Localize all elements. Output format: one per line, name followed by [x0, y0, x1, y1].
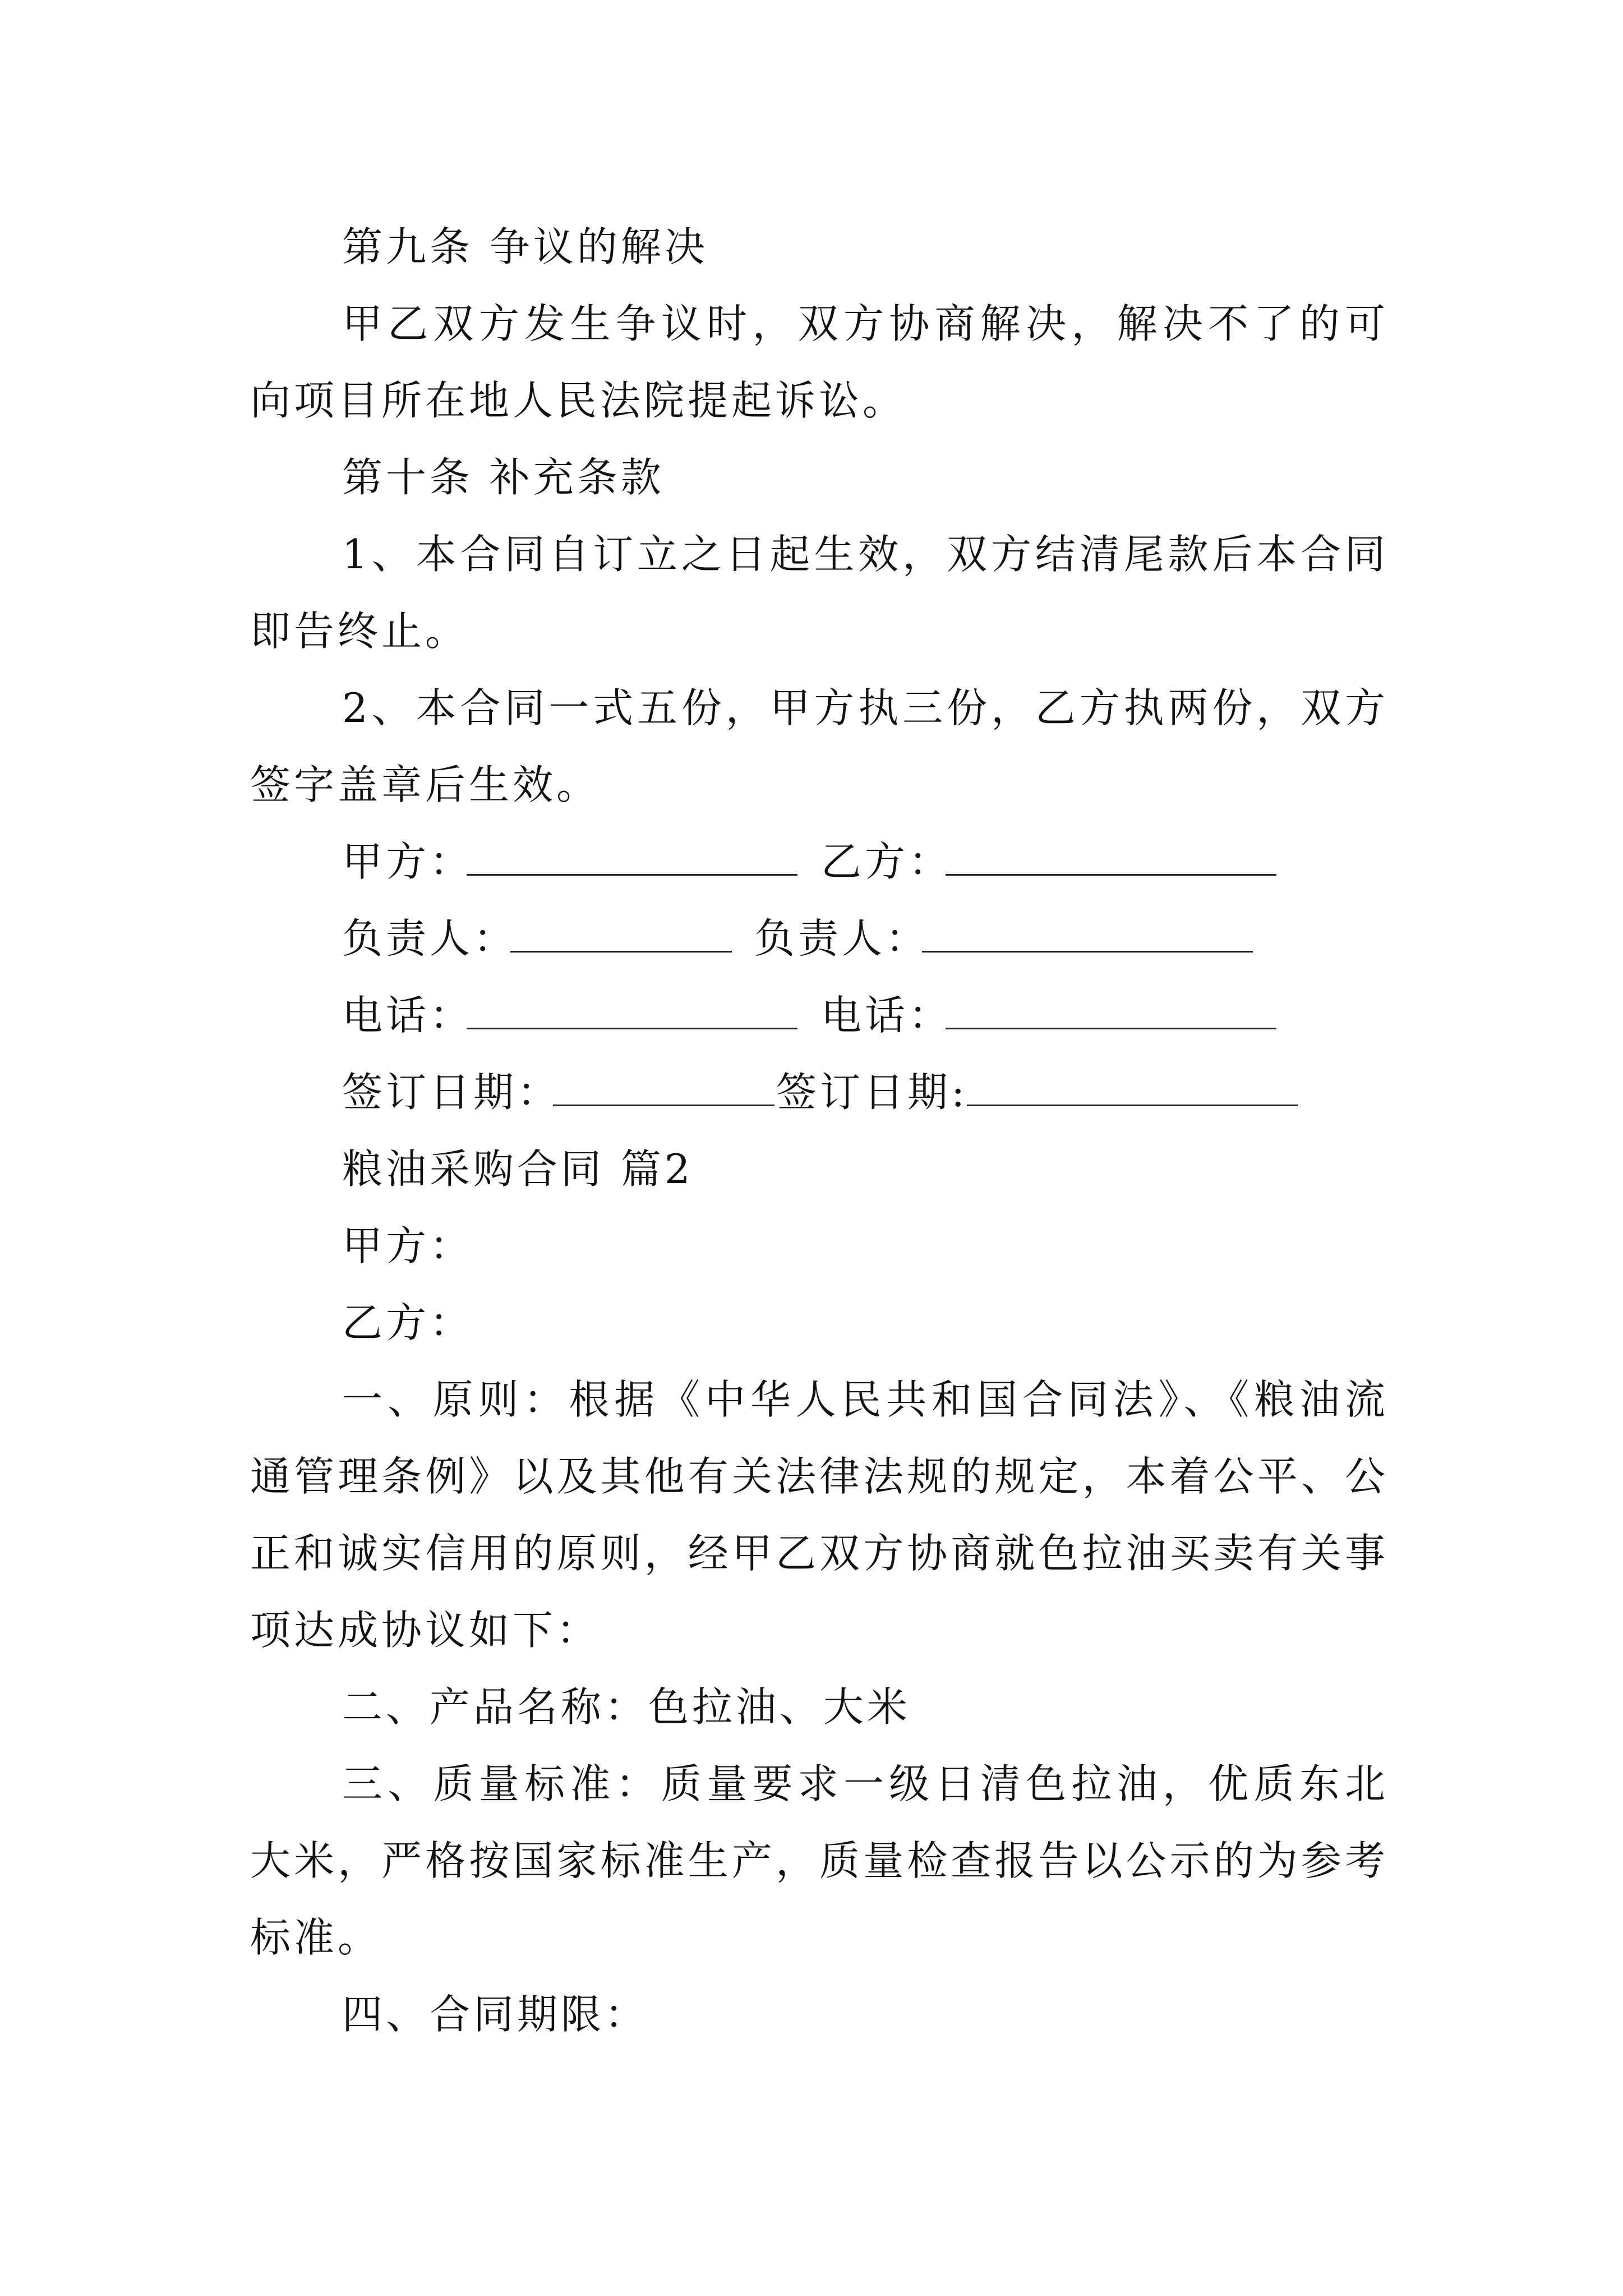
person-b-label: 负责人：	[754, 915, 930, 962]
signature-row-date	[250, 1054, 1389, 1131]
phone-b-blank	[946, 1001, 1276, 1029]
contract2-term: 四、合同期限：	[342, 1991, 649, 2038]
contract2-party-b: 乙方：	[342, 1299, 474, 1346]
date-a-blank	[553, 1078, 774, 1106]
article9-body: 甲乙双方发生争议时，双方协商解决，解决不了的可向项目所在地人民法院提起诉讼。	[250, 300, 1389, 424]
article10-item2: 2、本合同一式五份，甲方执三份，乙方执两份，双方签字盖章后生效。	[250, 684, 1389, 808]
date-a-label: 签订日期：	[342, 1069, 561, 1116]
contract2-party-a: 甲方：	[342, 1222, 474, 1269]
phone-a-label: 电话：	[342, 992, 474, 1039]
date-b-blank	[967, 1078, 1298, 1106]
contract2-quality: 三、质量标准：质量要求一级日清色拉油，优质东北大米，严格按国家标准生产，质量检查报告以公示的为参考标准。	[250, 1760, 1389, 1961]
party-b-sign-label: 乙方：	[821, 838, 953, 885]
phone-b-label: 电话：	[821, 992, 953, 1039]
document-body	[250, 209, 1389, 2053]
contract2-product: 二、产品名称：色拉油、大米	[342, 1683, 911, 1731]
article10-item1: 1、本合同自订立之日起生效，双方结清尾款后本合同即告终止。	[250, 531, 1389, 655]
party-b-blank	[946, 847, 1276, 876]
party-a-sign-label: 甲方：	[342, 838, 474, 885]
party-a-blank	[467, 847, 797, 876]
contract2-principle: 一、原则：根据《中华人民共和国合同法》、《粮油流通管理条例》以及其他有关法律法规的规定，本着公平、公正和诚实信用的原则，经甲乙双方协商就色拉油买卖有关事项达成协议如下：	[250, 1376, 1389, 1654]
signature-row-party	[250, 823, 1389, 900]
date-b-label: 签订日期:	[776, 1069, 969, 1116]
person-a-label: 负责人：	[342, 915, 518, 962]
signature-row-phone	[250, 977, 1389, 1054]
person-a-blank	[510, 924, 732, 953]
article9-title: 第九条 争议的解决	[342, 223, 708, 270]
contract2-title: 粮油采购合同 篇2	[342, 1145, 694, 1193]
person-b-blank	[922, 924, 1253, 953]
article10-title: 第十条 补充条款	[342, 454, 665, 501]
signature-row-person	[250, 900, 1389, 977]
phone-a-blank	[467, 1001, 797, 1029]
